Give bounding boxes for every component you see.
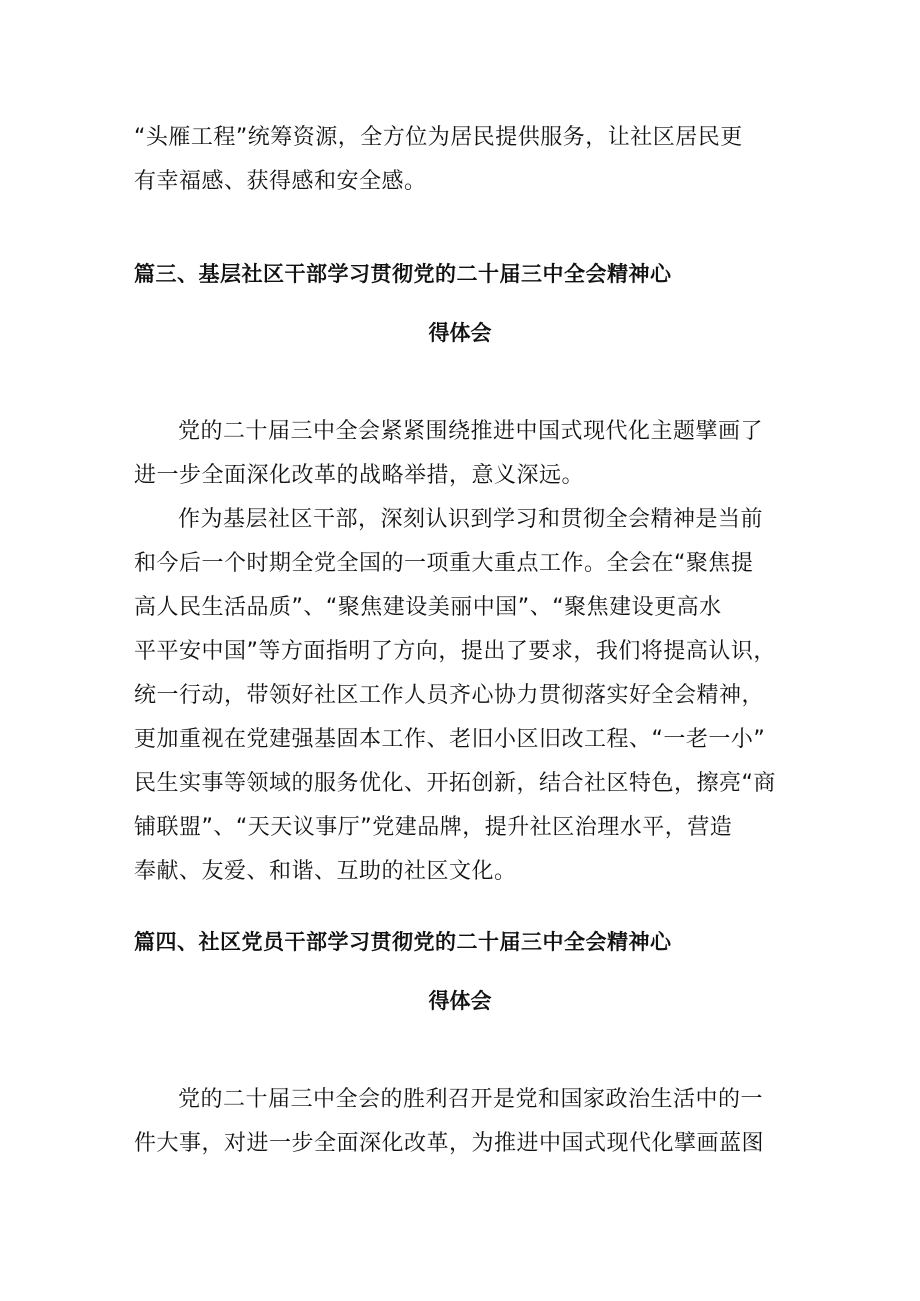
section3-title-line-2: 得体会 [428,321,492,345]
section4-title-line-1: 篇四、社区党员干部学习贯彻党的二十届三中全会精神心 [134,930,672,954]
section3-para1-line-2: 进一步全面深化改革的战略举措，意义深远。 [134,463,585,488]
section3-para2-line-1: 作为基层社区干部，深刻认识到学习和贯彻全会精神是当前 [178,507,764,532]
section3-para2-line-5: 统一行动，带领好社区工作人员齐心协力贯彻落实好全会精神， [134,683,765,708]
section3-para2-line-6: 更加重视在党建强基固本工作、老旧小区旧改工程、“一老一小” [134,727,766,752]
section4-title-line-2: 得体会 [428,989,492,1013]
section3-para2-line-3: 高人民生活品质”、“聚焦建设美丽中国”、“聚焦建设更高水 [134,595,722,620]
intro-line-2: 有幸福感、获得感和安全感。 [134,169,427,194]
section4-para1-line-2: 件大事，对进一步全面深化改革，为推进中国式现代化擘画蓝图 [134,1131,765,1156]
section3-para2-line-8: 铺联盟”、“天天议事厅”党建品牌，提升社区治理水平，营造 [134,815,733,840]
section3-para2-line-2: 和今后一个时期全党全国的一项重大重点工作。全会在“聚焦提 [134,551,754,576]
section3-para1-line-1: 党的二十届三中全会紧紧围绕推进中国式现代化主题擘画了 [178,419,764,444]
section3-para2-line-9: 奉献、友爱、和谐、互助的社区文化。 [134,859,517,884]
section3-title-line-1: 篇三、基层社区干部学习贯彻党的二十届三中全会精神心 [134,262,672,286]
intro-line-1: “头雁工程”统筹资源，全方位为居民提供服务，让社区居民更 [134,125,743,150]
section4-para1-line-1: 党的二十届三中全会的胜利召开是党和国家政治生活中的一 [178,1087,764,1112]
section3-para2-line-7: 民生实事等领域的服务优化、开拓创新，结合社区特色，擦亮“商 [134,771,776,796]
section3-para2-line-4: 平平安中国”等方面指明了方向，提出了要求，我们将提高认识， [134,639,776,664]
